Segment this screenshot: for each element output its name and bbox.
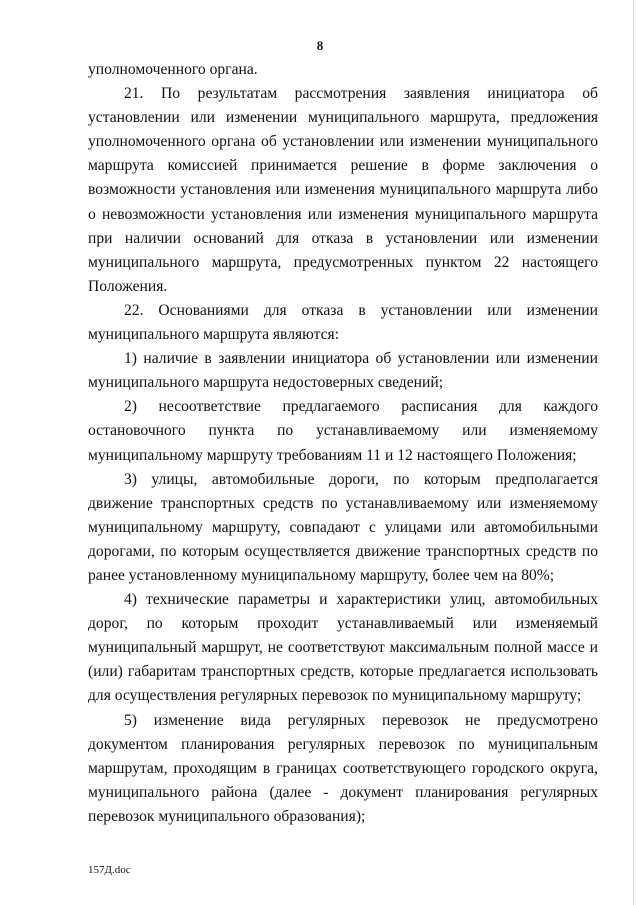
paragraph-item-21: 21. По результатам рассмотрения заявления инициатора об установлении или изменении муниципального маршрута, предложения уполномоченного органа об установлении или изменении муниципального маршрута комиссией принимается решение в форме заключения о возможности установления или изменения муниципального маршрута либо о невозможности установления или изменения муниципального маршрута при наличии оснований для отказа в установлении или изменении муниципального маршрута, предусмотренных пунктом 22 настоящего Положения. (88, 85, 598, 295)
footer-filename: 157Д.doc (88, 864, 131, 876)
paragraph-continuation: уполномоченного органа. (88, 61, 258, 78)
scan-edge-line (633, 0, 634, 905)
paragraph-subitem-5: 5) изменение вида регулярных перевозок не предусмотрено документом планирования регулярных перевозок по муниципальным маршрутам, проходящим в границах соответствующего городского округа, муниципального района (далее - документ планирования регулярных перевозок муниципального образования); (88, 711, 598, 825)
paragraph-subitem-3: 3) улицы, автомобильные дороги, по которым предполагается движение транспортных средств по устанавливаемому или изменяемому муниципальному маршруту, совпадают с улицами или автомобильными дорогами, по которым осуществляется движение транспортных средств по ранее установленному муниципальному маршруту, более чем на 80%; (88, 470, 598, 584)
paragraph-item-22: 22. Основаниями для отказа в установлении или изменении муниципального маршрута являются: (88, 301, 598, 344)
paragraph-subitem-2: 2) несоответствие предлагаемого расписания для каждого остановочного пункта по устанавливаемому или изменяемому муниципальному маршруту требованиям 11 и 12 настоящего Положения; (88, 398, 598, 464)
page-number: 8 (316, 38, 324, 53)
paragraph-subitem-4: 4) технические параметры и характеристики улиц, автомобильных дорог, по которым проходит устанавливаемый или изменяемый муниципальный маршрут, не соответствуют максимальным полной массе и (или) габаритам транспортных средств, которые предлагается использовать для осуществления регулярных перевозок по муниципальному маршруту; (88, 591, 598, 705)
paragraph-subitem-1: 1) наличие в заявлении инициатора об установлении или изменении муниципального маршрута недостоверных сведений; (88, 350, 598, 392)
document-body (88, 58, 598, 829)
